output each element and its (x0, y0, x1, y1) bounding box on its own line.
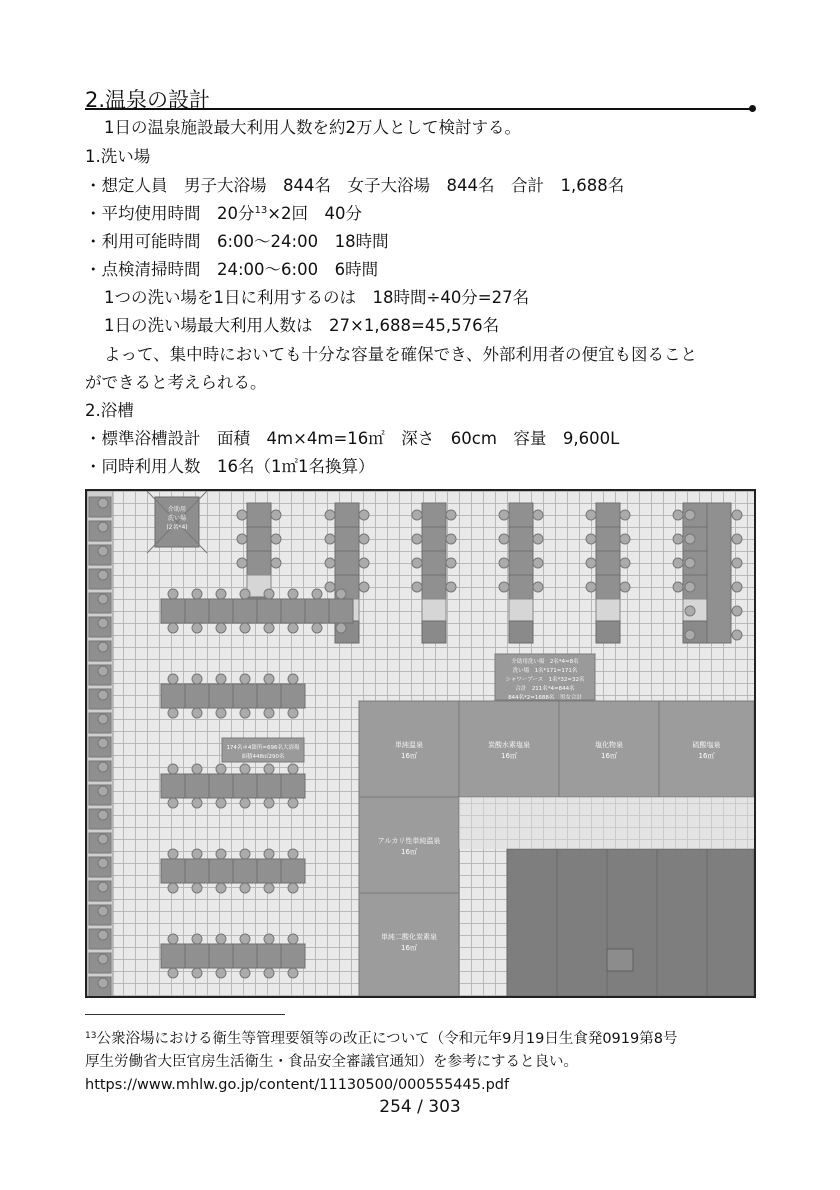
stool (240, 883, 250, 893)
corridor (459, 797, 754, 849)
bath-area-label: 16㎡ (501, 752, 517, 760)
dark-zone-fixture (607, 949, 633, 971)
stool (685, 630, 695, 640)
stool (685, 534, 695, 544)
stool (312, 589, 322, 599)
station-end (596, 621, 620, 643)
wall-stool (98, 666, 108, 676)
stool (288, 798, 298, 808)
stool (216, 934, 226, 944)
stool (446, 510, 456, 520)
stool (192, 883, 202, 893)
stool (288, 674, 298, 684)
section-heading: 2.温泉の設計 (85, 88, 211, 112)
stool (685, 606, 695, 616)
stool (325, 558, 335, 568)
wall-stool (98, 522, 108, 532)
stool (216, 798, 226, 808)
stool (359, 534, 369, 544)
bath-name-label: 炭酸水素塩泉 (488, 741, 530, 749)
stool (240, 798, 250, 808)
wall-stool (98, 594, 108, 604)
stool (620, 582, 630, 592)
stool (685, 558, 695, 568)
bath-name-label: 硫酸塩泉 (692, 741, 721, 749)
stool (264, 798, 274, 808)
bath-area-label: 16㎡ (401, 944, 417, 952)
stool (264, 764, 274, 774)
stool (216, 883, 226, 893)
stool (168, 623, 178, 633)
stool (168, 674, 178, 684)
stool (216, 623, 226, 633)
item-available-hours: ・利用可能時間 6:00〜24:00 18時間 (85, 232, 389, 251)
wall-stool (98, 762, 108, 772)
stool (359, 510, 369, 520)
stool (673, 534, 683, 544)
wall-stool (98, 834, 108, 844)
stool (288, 623, 298, 633)
stool (586, 558, 596, 568)
stool (312, 623, 322, 633)
station-block-vertical (707, 503, 731, 643)
stool (264, 849, 274, 859)
stool (168, 883, 178, 893)
page-number: 254 / 303 (379, 1097, 461, 1117)
bath-area-label: 16㎡ (401, 752, 417, 760)
wall-stool (98, 906, 108, 916)
stool (192, 674, 202, 684)
station-end (422, 621, 446, 643)
stool (237, 510, 247, 520)
footnote-line-1: $^{13}$公衆浴場における衛生等管理要領等の改正について（令和元年9月19日生食発0919第8号 (85, 1031, 678, 1047)
floor-plan (85, 489, 756, 998)
stool (192, 849, 202, 859)
bath-count-label-line: 面積448㎡290名 (241, 754, 285, 760)
stool (240, 589, 250, 599)
stool (271, 534, 281, 544)
stool (288, 764, 298, 774)
stool (168, 968, 178, 978)
care-area-label: (2名*4) (166, 524, 188, 531)
summary-label-line: 洗い場 1名*171=171名 (512, 668, 578, 674)
stool (412, 510, 422, 520)
calc-daily-max: 1日の洗い場最大利用人数は 27×1,688=45,576名 (104, 316, 500, 335)
item-cleaning-hours: ・点検清掃時間 24:00〜6:00 6時間 (85, 260, 379, 279)
conclusion-line-1: よって、集中時においても十分な容量を確保でき、外部利用者の便宜も図ること (104, 345, 698, 364)
stool (586, 534, 596, 544)
stool (499, 510, 509, 520)
wall-stool (98, 570, 108, 580)
wall-stool (98, 546, 108, 556)
stool (192, 798, 202, 808)
wall-stool (98, 642, 108, 652)
stool (264, 708, 274, 718)
footnote-rule (85, 1014, 285, 1015)
stool (620, 534, 630, 544)
dark-zone (507, 849, 754, 996)
stool (685, 582, 695, 592)
stool (412, 582, 422, 592)
intro-text: 1日の温泉施設最大利用人数を約2万人として検討する。 (104, 118, 521, 137)
wall-stool (98, 858, 108, 868)
stool (499, 558, 509, 568)
wall-stool (98, 978, 108, 988)
floor-plan-drawing (87, 491, 754, 996)
heading-rule (85, 108, 752, 110)
bath-tub (359, 797, 459, 893)
wall-stool (98, 618, 108, 628)
wall-stool (98, 498, 108, 508)
shower-booth (422, 599, 446, 621)
stool (336, 589, 346, 599)
station-block-vertical (247, 503, 271, 575)
stool (732, 534, 742, 544)
stool (325, 510, 335, 520)
wall-stool (98, 714, 108, 724)
bath-tub (459, 701, 559, 797)
stool (673, 510, 683, 520)
wall-stool (98, 690, 108, 700)
stool (673, 558, 683, 568)
stool (216, 968, 226, 978)
stool (168, 934, 178, 944)
stool (586, 510, 596, 520)
calc-per-station: 1つの洗い場を1日に利用するのは 18時間÷40分=27名 (104, 288, 530, 307)
stool (586, 582, 596, 592)
stool (240, 968, 250, 978)
stool (325, 582, 335, 592)
care-area-label: 介助用 (167, 506, 187, 513)
stool (192, 764, 202, 774)
stool (264, 674, 274, 684)
stool (446, 558, 456, 568)
stool (499, 534, 509, 544)
stool (192, 589, 202, 599)
bath-name-label: 単純温泉 (395, 741, 423, 749)
stool (412, 558, 422, 568)
stool (237, 534, 247, 544)
stool (288, 589, 298, 599)
stool (271, 558, 281, 568)
stool (192, 968, 202, 978)
wall-stool (98, 786, 108, 796)
stool (620, 510, 630, 520)
stool (240, 764, 250, 774)
stool (732, 606, 742, 616)
item-concurrent-users: ・同時利用人数 16名（1㎡1名換算） (85, 457, 375, 476)
bath-area-label: 16㎡ (401, 848, 417, 856)
footnote-line-2: 厚生労働省大臣官房生活衛生・食品安全審議官通知）を参考にすると良い。 (85, 1054, 578, 1070)
stool (732, 558, 742, 568)
wall-stool (98, 738, 108, 748)
bath-area-label: 16㎡ (601, 752, 617, 760)
wall-stool (98, 954, 108, 964)
bath-name-label: アルカリ性単純温泉 (377, 837, 441, 845)
stool (359, 558, 369, 568)
stool (216, 849, 226, 859)
stool (288, 968, 298, 978)
bath-tub (559, 701, 659, 797)
stool (264, 968, 274, 978)
summary-label-line: 介助用洗い場 2名*4=8名 (511, 659, 579, 665)
stool (168, 708, 178, 718)
summary-label-line: 合計 211名*4=844名 (515, 686, 575, 692)
wall-stool (98, 882, 108, 892)
wall-stool (98, 810, 108, 820)
shower-booth (509, 599, 533, 621)
stool (192, 934, 202, 944)
stool (288, 934, 298, 944)
bath-name-label: 塩化物泉 (595, 741, 623, 749)
stool (673, 582, 683, 592)
stool (240, 623, 250, 633)
stool (216, 764, 226, 774)
station-end (509, 621, 533, 643)
item-expected-users: ・想定人員 男子大浴場 844名 女子大浴場 844名 合計 1,688名 (85, 176, 625, 195)
bath-tub (659, 701, 754, 797)
bath-name-label: 単純二酸化炭素泉 (381, 933, 437, 941)
stool (732, 582, 742, 592)
stool (192, 708, 202, 718)
care-area-label: 洗い場 (167, 515, 187, 522)
stool (264, 934, 274, 944)
stool (264, 589, 274, 599)
bath-tub (359, 701, 459, 797)
stool (168, 849, 178, 859)
stool (533, 510, 543, 520)
stool (168, 589, 178, 599)
stool (216, 674, 226, 684)
subsection-title-washing: 1.洗い場 (85, 147, 151, 166)
stool (192, 623, 202, 633)
stool (216, 589, 226, 599)
stool (732, 510, 742, 520)
stool (732, 630, 742, 640)
summary-label-line: 844名*2=1688名 男女合計 (508, 695, 582, 701)
stool (288, 883, 298, 893)
footnote-ref[interactable]: 13 (254, 205, 268, 216)
stool (264, 623, 274, 633)
stool (685, 510, 695, 520)
stool (288, 849, 298, 859)
stool (168, 798, 178, 808)
stool (237, 558, 247, 568)
item-bath-design: ・標準浴槽設計 面積 4m×4m=16㎡ 深さ 60cm 容量 9,600L (85, 429, 620, 448)
stool (533, 558, 543, 568)
subsection-title-bath: 2.浴槽 (85, 401, 134, 420)
stool (533, 534, 543, 544)
stool (271, 510, 281, 520)
stool (240, 934, 250, 944)
stool (240, 674, 250, 684)
stool (240, 849, 250, 859)
shower-booth (596, 599, 620, 621)
stool (216, 708, 226, 718)
stool (499, 582, 509, 592)
stool (325, 534, 335, 544)
stool (446, 582, 456, 592)
stool (412, 534, 422, 544)
stool (359, 582, 369, 592)
summary-label-line: シャワーブース 1名*32=32名 (505, 677, 585, 683)
footnote-url-link[interactable]: https://www.mhlw.go.jp/content/11130500/000555445.pdf (85, 1077, 510, 1093)
stool (264, 883, 274, 893)
stool (533, 582, 543, 592)
stool (446, 534, 456, 544)
item-average-time: ・平均使用時間 20分$^{13}$×2回 40分 (85, 204, 363, 223)
wall-stool (98, 930, 108, 940)
stool (336, 623, 346, 633)
bath-area-label: 16㎡ (698, 752, 715, 760)
bath-count-label-line: 174名＊4箇所=696名大浴場 (226, 745, 300, 751)
conclusion-line-2: ができると考えられる。 (85, 373, 267, 392)
stool (168, 764, 178, 774)
stool (288, 708, 298, 718)
stool (620, 558, 630, 568)
stool (240, 708, 250, 718)
